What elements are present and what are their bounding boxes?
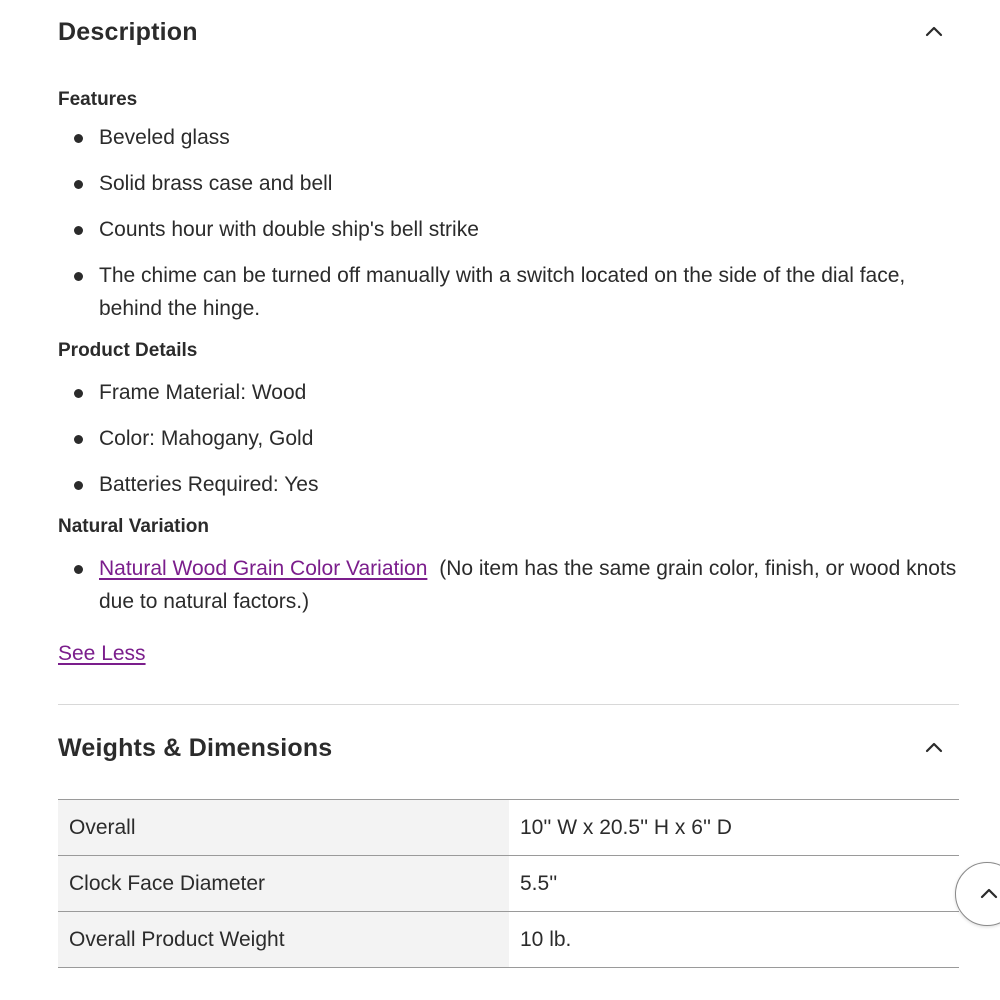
dimension-label: Clock Face Diameter (58, 856, 509, 912)
chevron-up-icon[interactable] (925, 739, 943, 757)
see-less-link[interactable]: See Less (58, 642, 146, 665)
list-item: Color: Mahogany, Gold (58, 422, 959, 455)
bullet-icon (74, 226, 83, 235)
bullet-icon (74, 180, 83, 189)
table-row (58, 800, 959, 856)
product-details-section (58, 339, 959, 501)
scroll-to-top-button[interactable] (955, 862, 1000, 926)
bullet-icon (74, 565, 83, 574)
chevron-up-icon (980, 885, 998, 908)
natural-wood-grain-link[interactable]: Natural Wood Grain Color Variation (99, 557, 428, 580)
natural-variation-list (58, 552, 959, 618)
table-row (58, 912, 959, 968)
bullet-icon (74, 272, 83, 281)
dimension-label: Overall (58, 800, 509, 856)
chevron-up-icon[interactable] (925, 23, 943, 41)
list-item (58, 552, 959, 618)
features-list (58, 121, 959, 325)
dimension-value: 10'' W x 20.5'' H x 6'' D (509, 800, 959, 856)
bullet-icon (74, 435, 83, 444)
bullet-icon (74, 481, 83, 490)
list-item: Beveled glass (58, 121, 959, 154)
bullet-icon (74, 389, 83, 398)
natural-variation-heading: Natural Variation (58, 516, 209, 537)
weights-dimensions-header[interactable] (58, 705, 959, 791)
product-info-content (58, 0, 959, 968)
list-item: Solid brass case and bell (58, 167, 959, 200)
see-less-row (58, 638, 959, 672)
features-heading: Features (58, 89, 138, 110)
bullet-icon (74, 134, 83, 143)
weights-dimensions-title: Weights & Dimensions (58, 733, 333, 762)
table-row (58, 856, 959, 912)
product-details-list (58, 376, 959, 501)
features-section (58, 88, 959, 325)
natural-variation-note: (No item has the same grain color, finish, or wood knots due to natural factors.) (99, 557, 957, 613)
description-title: Description (58, 17, 198, 46)
description-header[interactable] (58, 0, 959, 64)
list-item: The chime can be turned off manually with a switch located on the side of the dial face, behind the hinge. (58, 259, 959, 325)
list-item: Counts hour with double ship's bell strike (58, 213, 959, 246)
natural-variation-section (58, 515, 959, 618)
list-item: Frame Material: Wood (58, 376, 959, 409)
dimension-value: 10 lb. (509, 912, 959, 968)
dimension-value: 5.5'' (509, 856, 959, 912)
product-details-heading: Product Details (58, 340, 198, 361)
dimension-label: Overall Product Weight (58, 912, 509, 968)
dimensions-table (58, 799, 959, 968)
list-item: Batteries Required: Yes (58, 468, 959, 501)
